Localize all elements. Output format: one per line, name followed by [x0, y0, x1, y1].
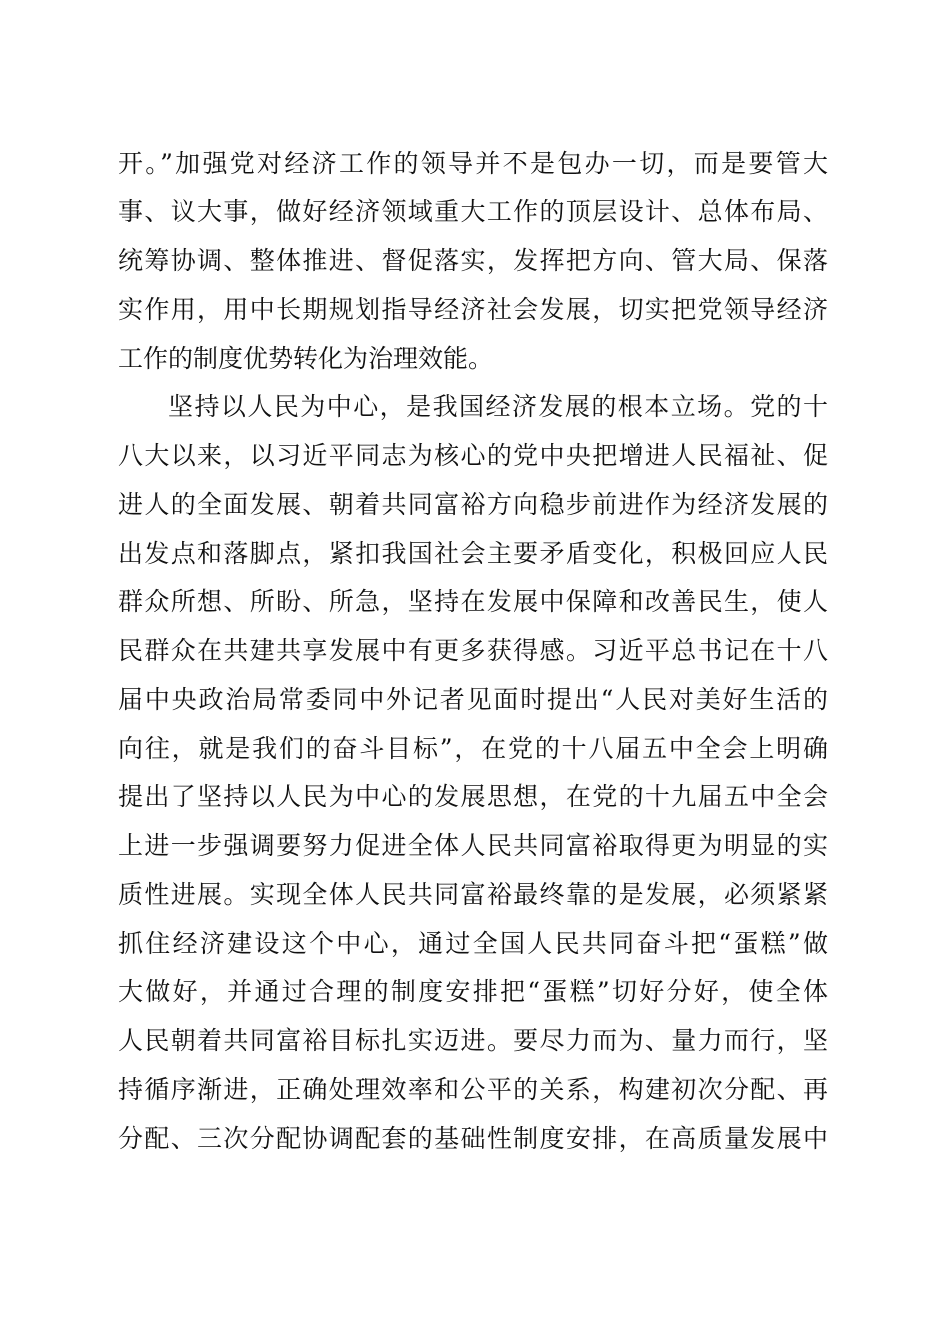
text-line: 人民朝着共同富裕目标扎实迈进。要尽力而为、量力而行，坚 — [118, 1026, 828, 1055]
text-line: 八大以来，以习近平同志为核心的党中央把增进人民福祉、促 — [118, 441, 828, 470]
text-line: 大做好，并通过合理的制度安排把“蛋糕”切好分好，使全体 — [118, 977, 828, 1006]
text-line: 进人的全面发展、朝着共同富裕方向稳步前进作为经济发展的 — [118, 490, 828, 519]
text-line: 统筹协调、整体推进、督促落实，发挥把方向、管大局、保落 — [118, 246, 828, 275]
text-line: 抓住经济建设这个中心，通过全国人民共同奋斗把“蛋糕”做 — [118, 929, 828, 958]
text-line: 提出了坚持以人民为中心的发展思想，在党的十九届五中全会 — [118, 782, 828, 811]
text-line: 上进一步强调要努力促进全体人民共同富裕取得更为明显的实 — [118, 831, 828, 860]
text-line: 民群众在共建共享发展中有更多获得感。习近平总书记在十八 — [118, 636, 828, 665]
text-line: 工作的制度优势转化为治理效能。 — [118, 344, 494, 373]
text-line: 持循序渐进，正确处理效率和公平的关系，构建初次分配、再 — [118, 1075, 828, 1104]
text-line: 届中央政治局常委同中外记者见面时提出“人民对美好生活的 — [118, 685, 828, 714]
text-line: 质性进展。实现全体人民共同富裕最终靠的是发展，必须紧紧 — [118, 880, 828, 909]
text-line: 开。”加强党对经济工作的领导并不是包办一切，而是要管大 — [118, 149, 828, 178]
text-line: 事、议大事，做好经济领域重大工作的顶层设计、总体布局、 — [118, 197, 828, 226]
text-line: 群众所想、所盼、所急，坚持在发展中保障和改善民生，使人 — [118, 587, 828, 616]
text-line: 出发点和落脚点，紧扣我国社会主要矛盾变化，积极回应人民 — [118, 539, 828, 568]
paragraph-first-line: 坚持以人民为中心，是我国经济发展的根本立场。党的十 — [168, 392, 828, 421]
text-line: 向往，就是我们的奋斗目标”，在党的十八届五中全会上明确 — [118, 734, 828, 763]
text-line: 分配、三次分配协调配套的基础性制度安排，在高质量发展中 — [118, 1124, 828, 1153]
text-line: 实作用，用中长期规划指导经济社会发展，切实把党领导经济 — [118, 295, 828, 324]
